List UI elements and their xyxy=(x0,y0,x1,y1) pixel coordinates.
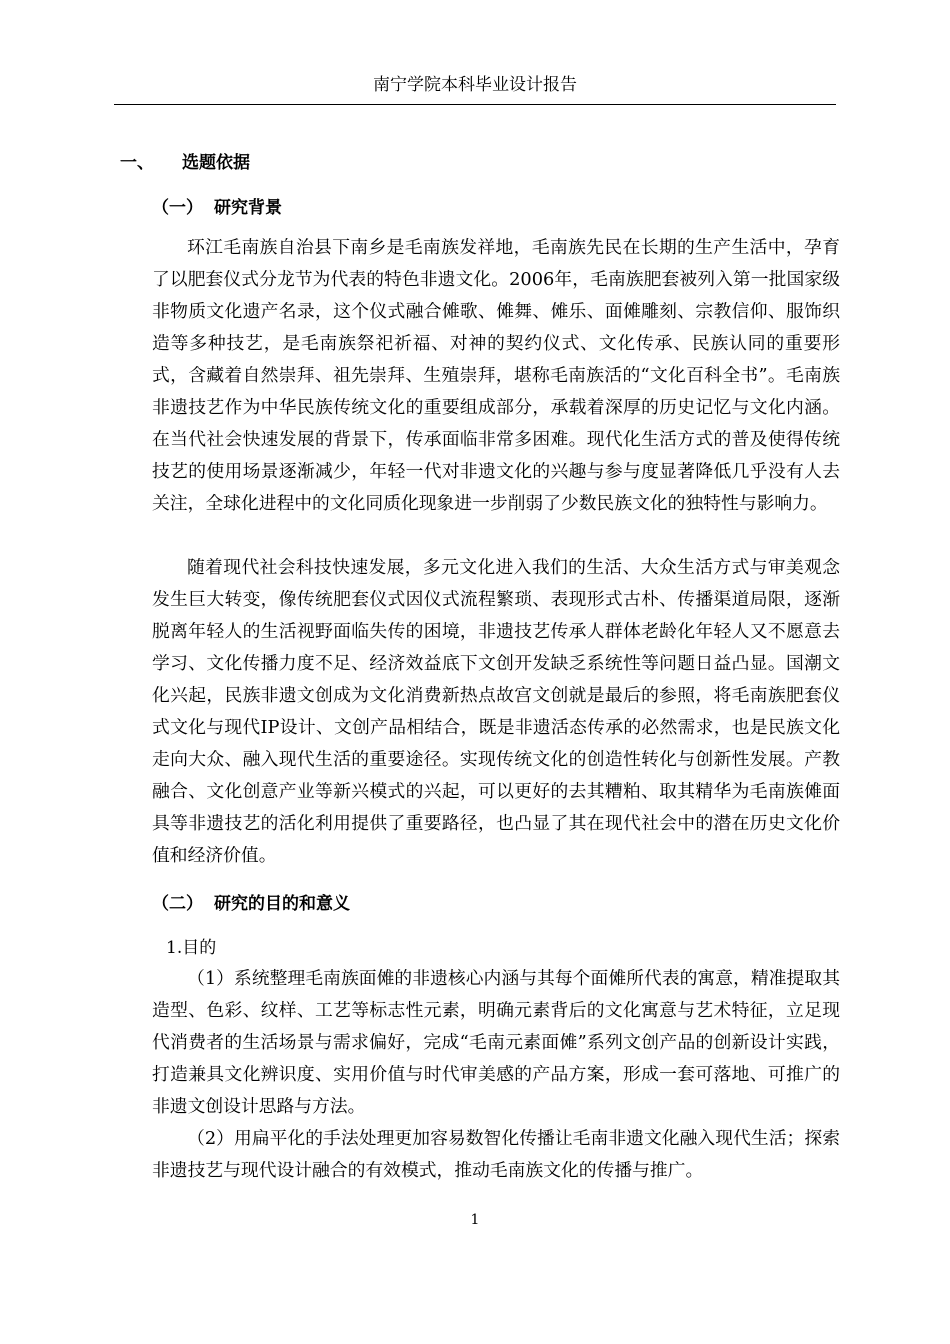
subsection-title: 研究背景 xyxy=(214,198,282,218)
paragraph-background-1: 环江毛南族自治县下南乡是毛南族发祥地，毛南族先民在长期的生产生活中，孕育了以肥套仪式分龙节为代表的特色非遗文化。2006年，毛南族肥套被列入第一批国家级非物质文化遗产名录，这个仪式融合傩歌、傩舞、傩乐、面傩雕刻、宗教信仰、服饰织造等多种技艺，是毛南族祭祀祈福、对神的契约仪式、文化传承、民族认同的重要形式，含藏着自然崇拜、祖先崇拜、生殖崇拜，堪称毛南族活的“文化百科全书”。毛南族非遗技艺作为中华民族传统文化的重要组成部分，承载着深厚的历史记忆与文化内涵。在当代社会快速发展的背景下，传承面临非常多困难。现代化生活方式的普及使得传统技艺的使用场景逐渐减少，年轻一代对非遗文化的兴趣与参与度显著降低几乎没有人去关注，全球化进程中的文化同质化现象进一步削弱了少数民族文化的独特性与影响力。 xyxy=(152,237,840,514)
subsection-heading-purpose xyxy=(152,889,350,914)
header-rule xyxy=(114,104,836,105)
subsection-title: 研究的目的和意义 xyxy=(214,894,350,914)
subsection-heading-background xyxy=(152,193,282,218)
purpose-item-1: （1）系统整理毛南族面傩的非遗核心内涵与其每个面傩所代表的寓意，精准提取其造型、色彩、纹样、工艺等标志性元素，明确元素背后的文化寓意与艺术特征，立足现代消费者的生活场景与需求偏好，完成“毛南元素面傩”系列文创产品的创新设计实践，打造兼具文化辨识度、实用价值与时代审美感的产品方案，形成一套可落地、可推广的非遗文创设计思路与方法。 xyxy=(152,968,840,1117)
section-heading-1 xyxy=(120,148,250,173)
page-number: 1 xyxy=(470,1212,480,1228)
purpose-label: 1.目的 xyxy=(166,938,217,958)
paragraph-background-2: 随着现代社会科技快速发展，多元文化进入我们的生活、大众生活方式与审美观念发生巨大转变，像传统肥套仪式因仪式流程繁琐、表现形式古朴、传播渠道局限，逐渐脱离年轻人的生活视野面临失传的困境，非遗技艺传承人群体老龄化年轻人又不愿意去学习、文化传播力度不足、经济效益底下文创开发缺乏系统性等问题日益凸显。国潮文化兴起，民族非遗文创成为文化消费新热点故宫文创就是最后的参照，将毛南族肥套仪式文化与现代IP设计、文创产品相结合，既是非遗活态传承的必然需求，也是民族文化走向大众、融入现代生活的重要途径。实现传统文化的创造性转化与创新性发展。产教融合、文化创意产业等新兴模式的兴起，可以更好的去其糟粕、取其精华为毛南族傩面具等非遗技艺的活化利用提供了重要路径，也凸显了其在现代社会中的潜在历史文化价值和经济价值。 xyxy=(152,557,840,866)
section-title: 选题依据 xyxy=(182,153,250,173)
subsection-number: （一） xyxy=(152,198,203,218)
page-header-title: 南宁学院本科毕业设计报告 xyxy=(373,75,577,95)
subsection-number: （二） xyxy=(152,894,203,914)
section-number: 一、 xyxy=(120,153,154,173)
purpose-item-2: （2）用扁平化的手法处理更加容易数智化传播让毛南非遗文化融入现代生活；探索非遗技艺与现代设计融合的有效模式，推动毛南族文化的传播与推广。 xyxy=(152,1128,840,1181)
